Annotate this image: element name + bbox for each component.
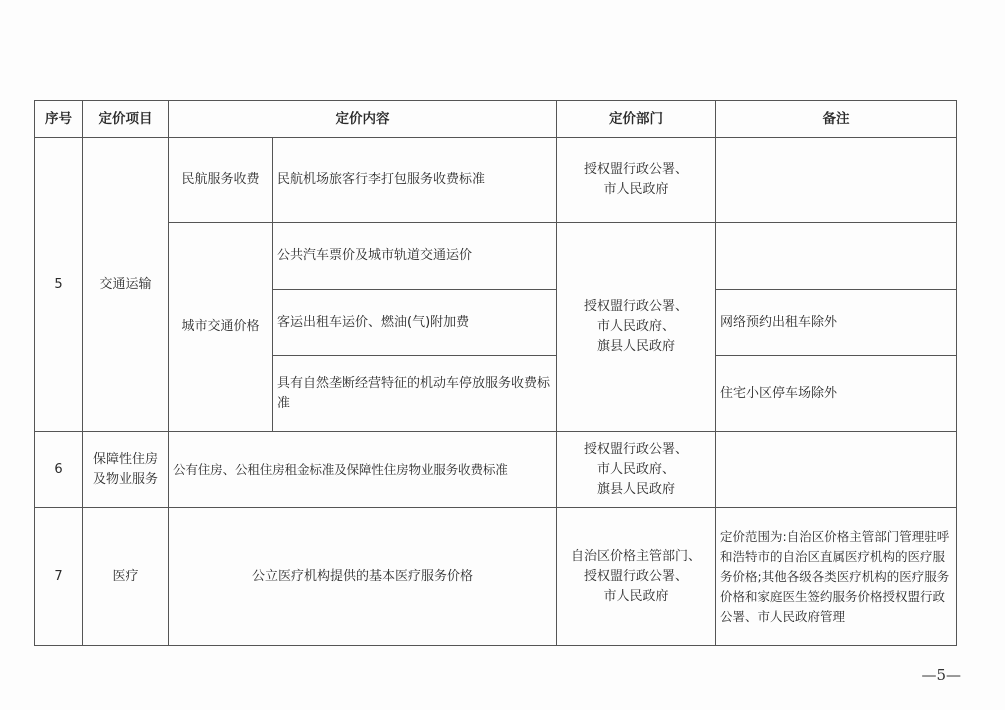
item-cell: 交通运输: [83, 138, 169, 432]
remark-cell: [716, 432, 957, 508]
table-row: [35, 138, 957, 223]
item-cell: 保障性住房 及物业服务: [83, 432, 169, 508]
sub-category-cell: 民航服务收费: [169, 138, 273, 223]
header-item: 定价项目: [83, 101, 169, 138]
pricing-authority-table: [34, 100, 957, 646]
table-header-row: [35, 101, 957, 138]
dept-cell: 自治区价格主管部门、 授权盟行政公署、 市人民政府: [557, 508, 716, 646]
header-remark: 备注: [716, 101, 957, 138]
content-cell: 公立医疗机构提供的基本医疗服务价格: [169, 508, 557, 646]
header-seq: 序号: [35, 101, 83, 138]
sub-category-cell: 城市交通价格: [169, 223, 273, 432]
item-cell: 医疗: [83, 508, 169, 646]
remark-cell: [716, 138, 957, 223]
dept-cell: 授权盟行政公署、 市人民政府: [557, 138, 716, 223]
header-content: 定价内容: [169, 101, 557, 138]
content-cell: 具有自然垄断经营特征的机动车停放服务收费标准: [273, 356, 557, 432]
table-row: [35, 223, 957, 290]
remark-cell: 网络预约出租车除外: [716, 290, 957, 356]
table-row: [35, 508, 957, 646]
seq-cell: 5: [35, 138, 83, 432]
header-dept: 定价部门: [557, 101, 716, 138]
seq-cell: 6: [35, 432, 83, 508]
remark-cell: 定价范围为:自治区价格主管部门管理驻呼和浩特市的自治区直属医疗机构的医疗服务价格;其他各级各类医疗机构的医疗服务价格和家庭医生签约服务价格授权盟行政公署、市人民政府管理: [716, 508, 957, 646]
content-cell: 民航机场旅客行李打包服务收费标准: [273, 138, 557, 223]
dept-cell: 授权盟行政公署、 市人民政府、 旗县人民政府: [557, 223, 716, 432]
seq-cell: 7: [35, 508, 83, 646]
dept-cell: 授权盟行政公署、 市人民政府、 旗县人民政府: [557, 432, 716, 508]
content-cell: 客运出租车运价、燃油(气)附加费: [273, 290, 557, 356]
page-number: —5—: [921, 666, 961, 684]
content-cell: 公有住房、公租住房租金标准及保障性住房物业服务收费标准: [169, 432, 557, 508]
table-row: [35, 432, 957, 508]
content-cell: 公共汽车票价及城市轨道交通运价: [273, 223, 557, 290]
remark-cell: 住宅小区停车场除外: [716, 356, 957, 432]
remark-cell: [716, 223, 957, 290]
